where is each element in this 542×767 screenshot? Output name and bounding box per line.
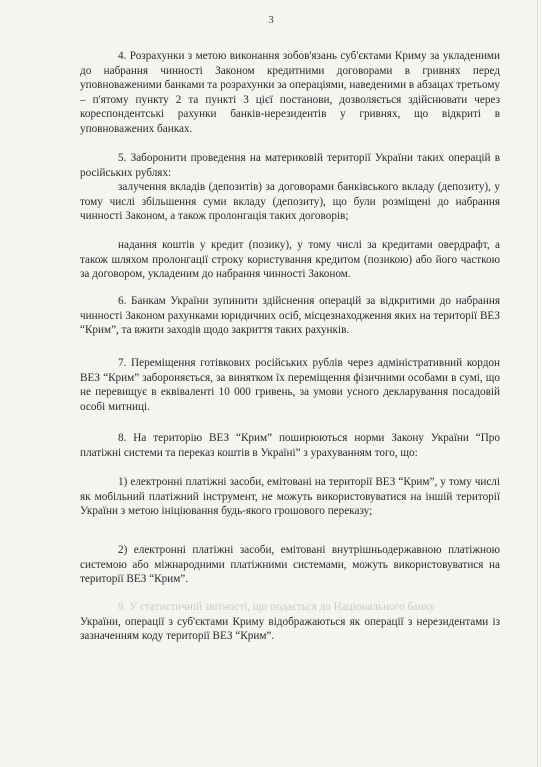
paragraph-9 [80, 600, 500, 644]
paragraph-6: 6. Банкам України зупинити здійснення операцій за відкритими до набрання чинності Законом рахунками юридичних осіб, місцезнаходження яких на території ВЕЗ “Крим”, та вжити заходів щодо закриття таких рахунків. [80, 295, 500, 337]
paragraph-9-text: України, операції з суб'єктами Криму відображаються як операції з нерезидентами із зазначенням коду території ВЕЗ “Крим”. [80, 615, 500, 643]
page-edge-divider [537, 0, 538, 767]
paragraph-9-faded-line: 9. У статистичній звітності, що подається до Національного банку [118, 601, 435, 613]
paragraph-5-item-b: надання коштів у кредит (позику), у тому числі за кредитами овердрафт, а також шляхом пролонгації строку користування кредитом (позикою) або його часткою за договором, укладеним до набрання чинності Законом. [80, 239, 500, 281]
paragraph-4: 4. Розрахунки з метою виконання зобов'язань суб'єктами Криму за укладеними до набрання чинності Законом кредитними договорами в гривнях перед уповноваженими банками та розрахунки за операціями, наведеними в абзацах третьому – п'ятому пункту 2 та пункті 3 цієї постанови, дозволяється здійснювати через кореспондентські рахунки банків-нерезидентів у гривнях, що відкриті в уповноважених банках. [80, 50, 500, 135]
paragraph-8: 8. На територію ВЕЗ “Крим” поширюються норми Закону України “Про платіжні системи та переказ коштів в Україні” з урахуванням того, що: [80, 432, 500, 459]
paragraph-5: 5. Заборонити проведення на материковій території України таких операцій в російських рублях: [80, 152, 500, 179]
paragraph-8-item-2: 2) електронні платіжні засоби, емітовані внутрішньодержавною платіжною системою або міжнародними платіжними системами, можуть використовуватися на території ВЕЗ “Крим”. [80, 544, 500, 586]
paragraph-5-item-a: залучення вкладів (депозитів) за договорами банківського вкладу (депозиту), у тому числі збільшення суми вкладу (депозиту), що були розміщені до набрання чинності Законом, а також пролонгація таких договорів; [80, 181, 500, 223]
page-number: 3 [268, 14, 274, 26]
paragraph-7: 7. Переміщення готівкових російських рублів через адміністративний кордон ВЕЗ “Крим” забороняється, за винятком їх переміщення фізичними особами в сумі, що не перевищує в еквіваленті 10 000 гривень, за умови усного декларування посадовій особі митниці. [80, 357, 500, 413]
paragraph-8-item-1: 1) електронні платіжні засоби, емітовані на території ВЕЗ “Крим”, у тому числі як мобільний платіжний інструмент, не можуть використовуватися на іншій території України з метою ініціювання будь-якого грошового переказу; [80, 476, 500, 518]
